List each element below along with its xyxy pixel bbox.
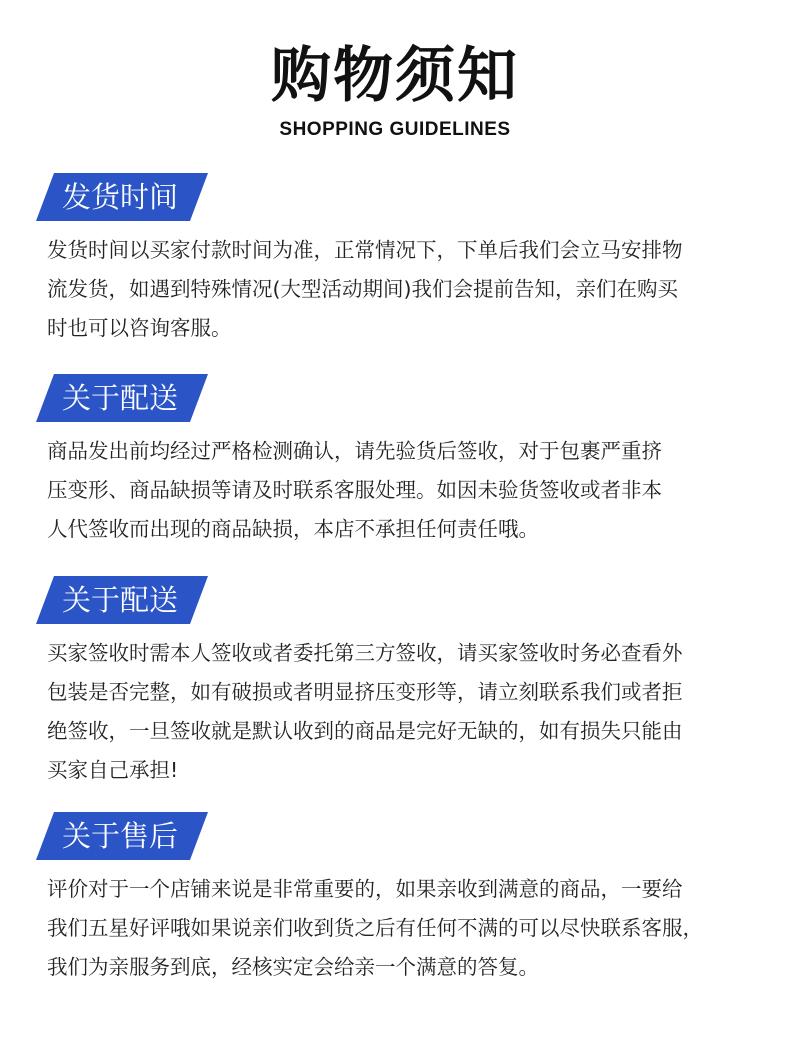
section-body <box>47 634 777 790</box>
section-body <box>47 432 777 549</box>
section-body <box>47 231 777 348</box>
body-line: 包装是否完整，如有破损或者明显挤压变形等，请立刻联系我们或者拒 <box>47 680 683 704</box>
body-line: 时也可以咨询客服。 <box>47 316 232 340</box>
body-line: 买家自己承担! <box>47 758 179 782</box>
section-header <box>36 374 208 422</box>
section-header <box>36 812 208 860</box>
body-line: 商品发出前均经过严格检测确认，请先验货后签收，对于包裹严重挤 <box>47 439 662 463</box>
section-body <box>47 870 777 987</box>
body-line: 评价对于一个店铺来说是非常重要的，如果亲收到满意的商品，一要给 <box>47 877 683 901</box>
section-title: 关于售后 <box>62 819 179 853</box>
section-header <box>36 576 208 624</box>
page-title: 购物须知 <box>271 41 519 111</box>
section-title: 关于配送 <box>62 583 179 617</box>
body-line: 压变形、商品缺损等请及时联系客服处理。如因未验货签收或者非本 <box>47 478 662 502</box>
body-line: 绝签收，一旦签收就是默认收到的商品是完好无缺的，如有损失只能由 <box>47 719 683 743</box>
body-line: 我们五星好评哦如果说亲们收到货之后有任何不满的可以尽快联系客服， <box>47 916 703 940</box>
body-line: 发货时间以买家付款时间为准，正常情况下，下单后我们会立马安排物 <box>47 238 683 262</box>
page-subtitle: SHOPPING GUIDELINES <box>279 119 511 140</box>
body-line: 流发货，如遇到特殊情况(大型活动期间)我们会提前告知，亲们在购买 <box>47 277 678 301</box>
body-line: 我们为亲服务到底，经核实定会给亲一个满意的答复。 <box>47 955 539 979</box>
section-title: 发货时间 <box>62 180 179 214</box>
section-header <box>36 173 208 221</box>
body-line: 人代签收而出现的商品缺损，本店不承担任何责任哦。 <box>47 517 539 541</box>
body-line: 买家签收时需本人签收或者委托第三方签收，请买家签收时务必查看外 <box>47 641 683 665</box>
section-title: 关于配送 <box>62 381 179 415</box>
